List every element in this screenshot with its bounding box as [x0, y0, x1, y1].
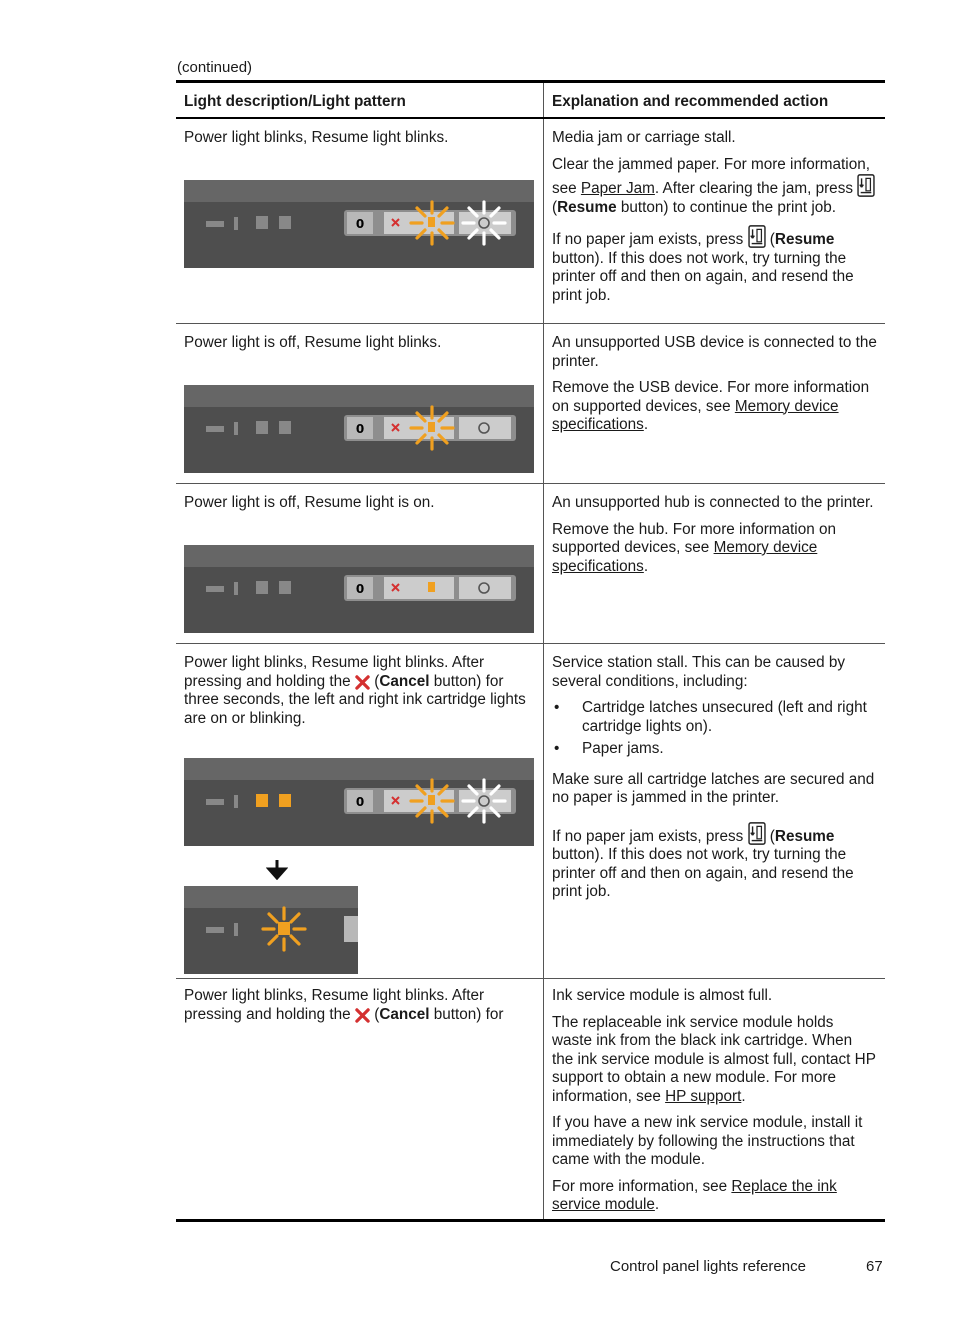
list-item: • Cartridge latches unsecured (left and right cartridge lights on). [552, 699, 877, 736]
lights-table [176, 80, 885, 1222]
down-arrow-icon [266, 860, 288, 880]
continued-label: (continued) [177, 59, 253, 76]
footer-section-title: Control panel lights reference [610, 1258, 806, 1275]
list-item: • Paper jams. [552, 740, 877, 759]
explanation-summary: An unsupported hub is connected to the printer. [552, 494, 874, 511]
control-panel-closeup-illustration [184, 886, 360, 976]
resume-button-icon [748, 225, 766, 248]
column-header-description: Light description/Light pattern [176, 83, 544, 117]
conditions-list [552, 699, 877, 759]
replace-ink-service-module-link[interactable]: Replace the ink service module [552, 1177, 837, 1213]
row-description: Power light blinks, Resume light blinks. [184, 129, 449, 146]
resume-button-icon [857, 174, 875, 197]
column-header-explanation: Explanation and recommended action [552, 93, 829, 110]
row-description: Power light is off, Resume light is on. [184, 494, 435, 511]
control-panel-illustration [184, 180, 536, 270]
row-description: Power light blinks, Resume light blinks. After pressing and holding the (Cancel button) for [184, 987, 504, 1023]
svg-text:0: 0 [355, 216, 365, 231]
explanation-summary: Ink service module is almost full. [552, 987, 773, 1004]
row-description: Power light is off, Resume light blinks. [184, 334, 442, 351]
hp-support-link[interactable]: HP support [665, 1087, 742, 1105]
svg-text:0: 0 [355, 421, 365, 436]
explanation-summary: Media jam or carriage stall. [552, 129, 736, 146]
table-row: Power light blinks, Resume light blinks. 0 Media jam or carriage stall. Clear the jammed paper. For more information, see Paper Jam. After clearing the jam, press (Resume button) to continue the print job. If no paper jam exists, press (Resume button). If this does not work, try turning the printer off and then on again, and resend the print job. [176, 119, 885, 324]
explanation-summary: An unsupported USB device is connected to the printer. [552, 334, 877, 370]
table-row: Power light blinks, Resume light blinks. After pressing and holding the (Cancel button) for three seconds, the left and right ink cartridge lights are on or blinking. 0 Service station stall. This can be caused by several conditions, including: • Cartridge latches unsecured (left and right cartridge lights on). • Paper jams. Make sure all cartridge latches are secured and no paper is jammed in the printer. If no paper jam exists, press (Resume button). If this does not work, try turning the printer off and then on again, and resend the print job. [176, 644, 885, 979]
memory-device-specifications-link[interactable]: Memory device specifications [552, 397, 839, 433]
table-row: Power light blinks, Resume light blinks. After pressing and holding the (Cancel button) for Ink service module is almost full. The replaceable ink service module holds waste ink from the black ink cartridge. When the ink service module is almost full, contact HP support to obtain a new module. For more information, see HP support. If you have a new ink service module, install it immediately by following the instructions that came with the module. For more information, see Replace the ink service module. [176, 979, 885, 1219]
table-header-row [176, 83, 885, 119]
cancel-x-icon [355, 675, 370, 690]
svg-text:0: 0 [355, 581, 365, 596]
control-panel-illustration [184, 758, 536, 848]
memory-device-specifications-link[interactable]: Memory device specifications [552, 539, 818, 575]
row-description: Power light blinks, Resume light blinks. After pressing and holding the (Cancel button) for three seconds, the left and right ink cartridge lights are on or blinking. [184, 654, 526, 727]
table-row: Power light is off, Resume light blinks. 0 An unsupported USB device is connected to the printer. Remove the USB device. For more information on supported devices, see Memory device specifications. [176, 324, 885, 484]
resume-button-icon [748, 822, 766, 845]
cancel-x-icon [355, 1008, 370, 1023]
paper-jam-link[interactable]: Paper Jam [580, 180, 655, 197]
page-number: 67 [866, 1258, 883, 1275]
explanation-summary: Service station stall. This can be caused by several conditions, including: [552, 654, 846, 690]
svg-text:0: 0 [355, 795, 365, 809]
control-panel-illustration [184, 385, 536, 475]
control-panel-illustration [184, 545, 536, 635]
table-row: Power light is off, Resume light is on. 0 An unsupported hub is connected to the printer. Remove the hub. For more information on supported devices, see Memory device specifications. [176, 484, 885, 644]
